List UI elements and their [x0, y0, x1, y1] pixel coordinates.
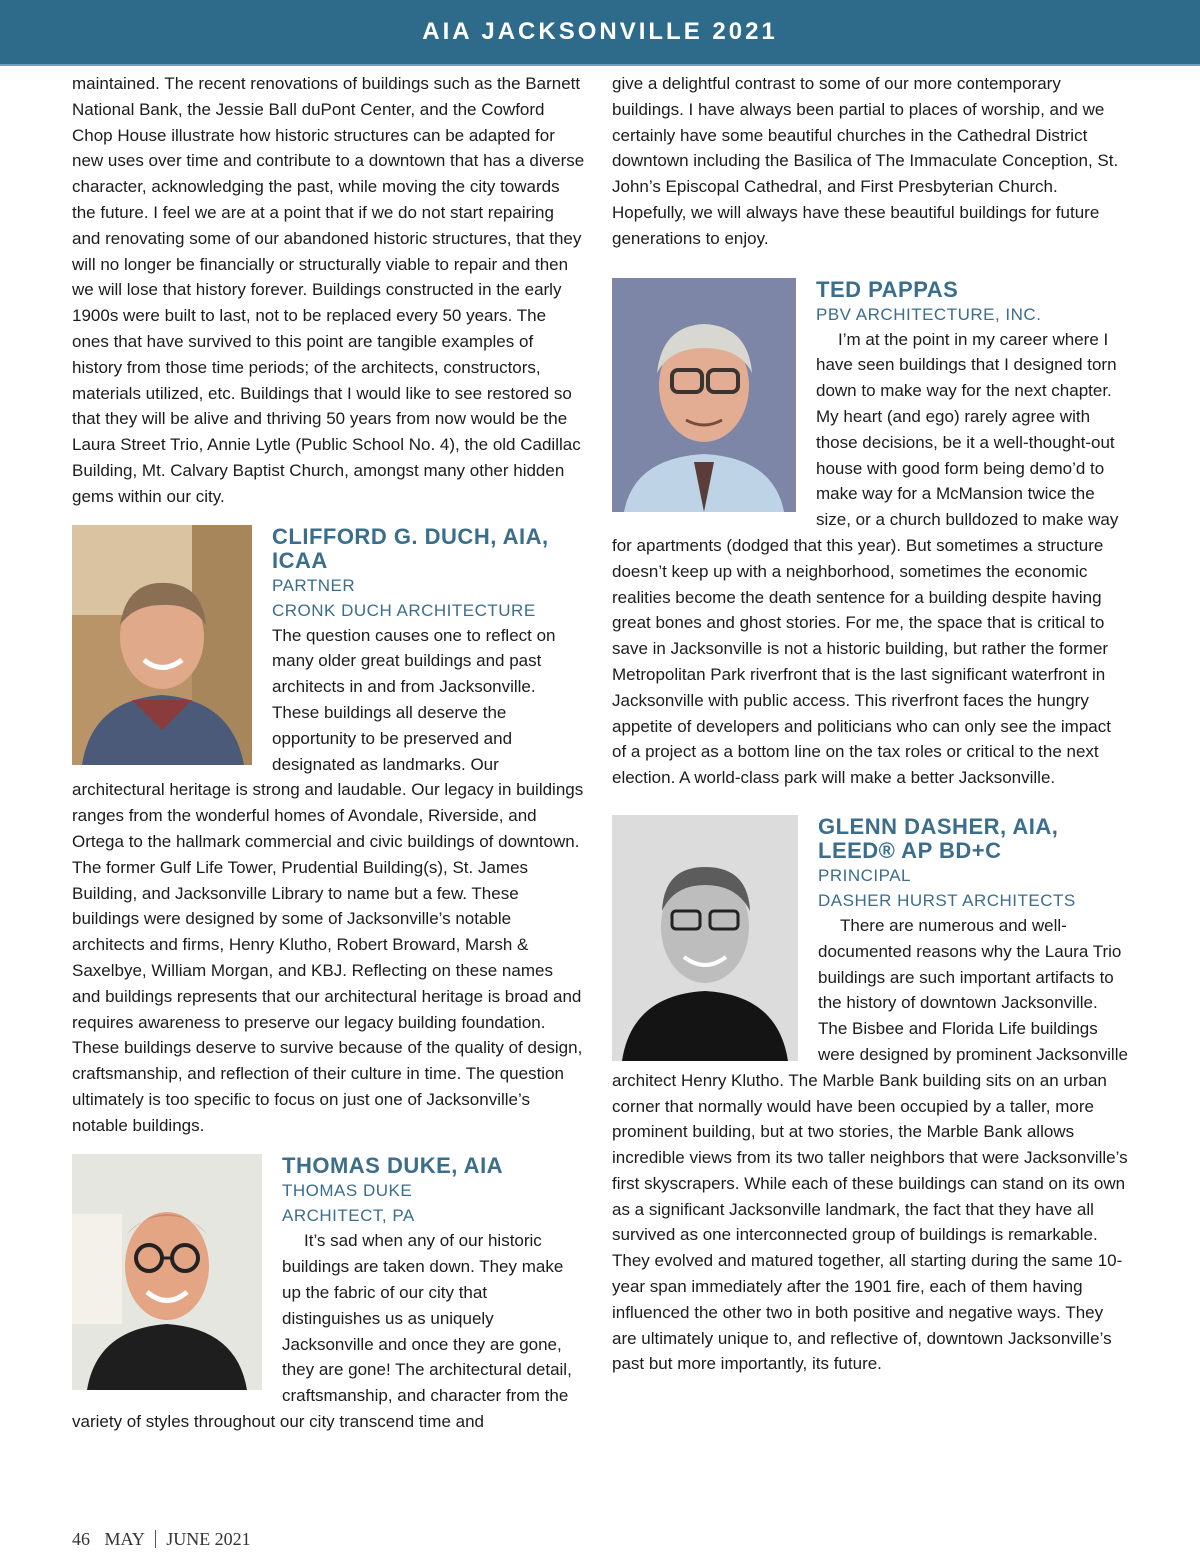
page-number: 46	[72, 1529, 90, 1549]
duch-photo	[72, 525, 252, 765]
right-intro-paragraph: give a delightful contrast to some of our more contemporary buildings. I have always been partial to places of worship, and we certainly have some beautiful churches in the Cathedral District downtown including the Basilica of The Immaculate Conception, St. John’s Episcopal Cathedral, and First Presbyterian Church. Hopefully, we will always have these beautiful buildings for future generations to enjoy.	[612, 74, 1119, 248]
dasher-firm: DASHER HURST ARCHITECTS	[818, 890, 1076, 910]
page-footer	[72, 1529, 251, 1550]
footer-issue: JUNE 2021	[166, 1529, 251, 1549]
header-title: AIA JACKSONVILLE 2021	[422, 18, 778, 45]
duke-name: THOMAS DUKE, AIA	[282, 1153, 504, 1179]
duke-photo	[72, 1154, 262, 1390]
duch-title: PARTNER	[272, 575, 356, 595]
left-intro-paragraph: maintained. The recent renovations of buildings such as the Barnett National Bank, the Jessie Ball duPont Center, and the Cowford Chop House illustrate how historic structures can be adapted for new uses over time and contribute to a downtown that has a diverse character, acknowledging the past, while moving the city towards the future. I feel we are at a point that if we do not start repairing and renovating some of our abandoned historic structures, that they will no longer be financially or structurally viable to repair and then we will lose that history forever. Buildings constructed in the early 1900s were built to last, not to be replaced every 50 years. The ones that have survived to this point are tangible examples of history from those time periods; of the architects, constructors, materials utilized, etc. Buildings that I would like to see restored so that they will be alive and thriving 50 years from now would be the Laura Street Trio, Annie Lytle (Public School No. 4), the old Cadillac Building, Mt. Calvary Baptist Church, amongst many other hidden gems within our city.	[72, 74, 585, 506]
footer-month: MAY	[104, 1529, 145, 1549]
right-column	[612, 71, 1128, 1377]
pappas-body: I’m at the point in my career where I have seen buildings that I designed torn down to make way for the next chapter. My heart (and ego) rarely agree with those decisions, be it a well-thought-out house with good form being demo’d to make way for a McMansion twice the size, or a church bulldozed to make way for apartments (dodged that this year). But sometimes a structure doesn’t keep up with a neighborhood, sometimes the economic realities become the death sentence for a building despite having great bones and ghost stories. For me, the space that is critical to save in Jacksonville is not a historic building, but rather the former Metropolitan Park riverfront that is the last significant waterfront in Jacksonville with public access. This riverfront faces the hungry appetite of developers and politicians who can only see the impact of a project as a bottom line on the tax roles or critical to the next election. A world-class park will make a better Jacksonville.	[612, 329, 1119, 788]
duch-firm: CRONK DUCH ARCHITECTURE	[272, 600, 536, 620]
dasher-name: GLENN DASHER, AIA, LEED® AP BD+C	[818, 813, 1059, 863]
profile-duke	[72, 1154, 586, 1434]
pappas-photo	[612, 278, 796, 512]
dasher-photo	[612, 815, 798, 1061]
duch-body: The question causes one to reflect on many older great buildings and past architects in and from Jacksonville. These buildings all deserve the opportunity to be preserved and designated as landmarks. Our architectural heritage is strong and laudable. Our legacy in buildings ranges from the wonderful homes of Avondale, Riverside, and Ortega to the hallmark commercial and civic buildings of downtown. The former Gulf Life Tower, Prudential Building(s), St. James Building, and Jacksonville Library to name but a few. These buildings were designed by some of Jacksonville’s notable architects and firms, Henry Klutho, Robert Broward, Marsh & Saxelbye, William Morgan, and KBJ. Reflecting on these names and buildings represents that our architectural heritage is broad and requires awareness to preserve our legacy building foundation. These buildings deserve to survive because of the quality of design, craftsmanship, and reflection of their culture in time. The question ultimately is too specific to focus on just one of Jacksonville’s notable buildings.	[72, 625, 584, 1135]
duch-name: CLIFFORD G. DUCH, AIA, ICAA	[272, 523, 549, 573]
dasher-title: PRINCIPAL	[818, 865, 911, 885]
duke-firm-line1: THOMAS DUKE	[282, 1181, 413, 1201]
pappas-name: TED PAPPAS	[816, 276, 959, 302]
duke-body: It’s sad when any of our historic buildings are taken down. They make up the fabric of our city that distinguishes us as uniquely Jacksonville and once they are gone, they are gone! The architectural detail, craftsmanship, and character from the variety of styles throughout our city transcend time and	[72, 1231, 572, 1432]
footer-divider	[155, 1530, 156, 1548]
left-column	[72, 71, 586, 1435]
profile-duch	[72, 525, 586, 1139]
duke-firm-line2: ARCHITECT, PA	[282, 1206, 415, 1226]
page-header	[0, 0, 1200, 66]
dasher-body: There are numerous and well-documented reasons why the Laura Trio buildings are such important artifacts to the history of downtown Jacksonville. The Bisbee and Florida Life buildings were designed by prominent Jacksonville architect Henry Klutho. The Marble Bank building sits on an urban corner that normally would have been occupied by a taller, more prominent building, but at two stories, the Marble Bank allows incredible views from its two taller neighbors that were Jacksonville’s first skyscrapers. While each of these buildings can stand on its own as a significant Jacksonville landmark, the fact that they have all survived as one interconnected group of buildings is remarkable. They evolved and matured together, all starting during the same 10-year span immediately after the 1901 fire, each of them having influenced the other two in both positive and negative ways. They are ultimately unique to, and reflective of, downtown Jacksonville’s past but more importantly, its future.	[612, 915, 1128, 1374]
pappas-firm: PBV ARCHITECTURE, INC.	[816, 304, 1042, 324]
profile-pappas	[612, 278, 1128, 791]
profile-dasher	[612, 815, 1128, 1377]
